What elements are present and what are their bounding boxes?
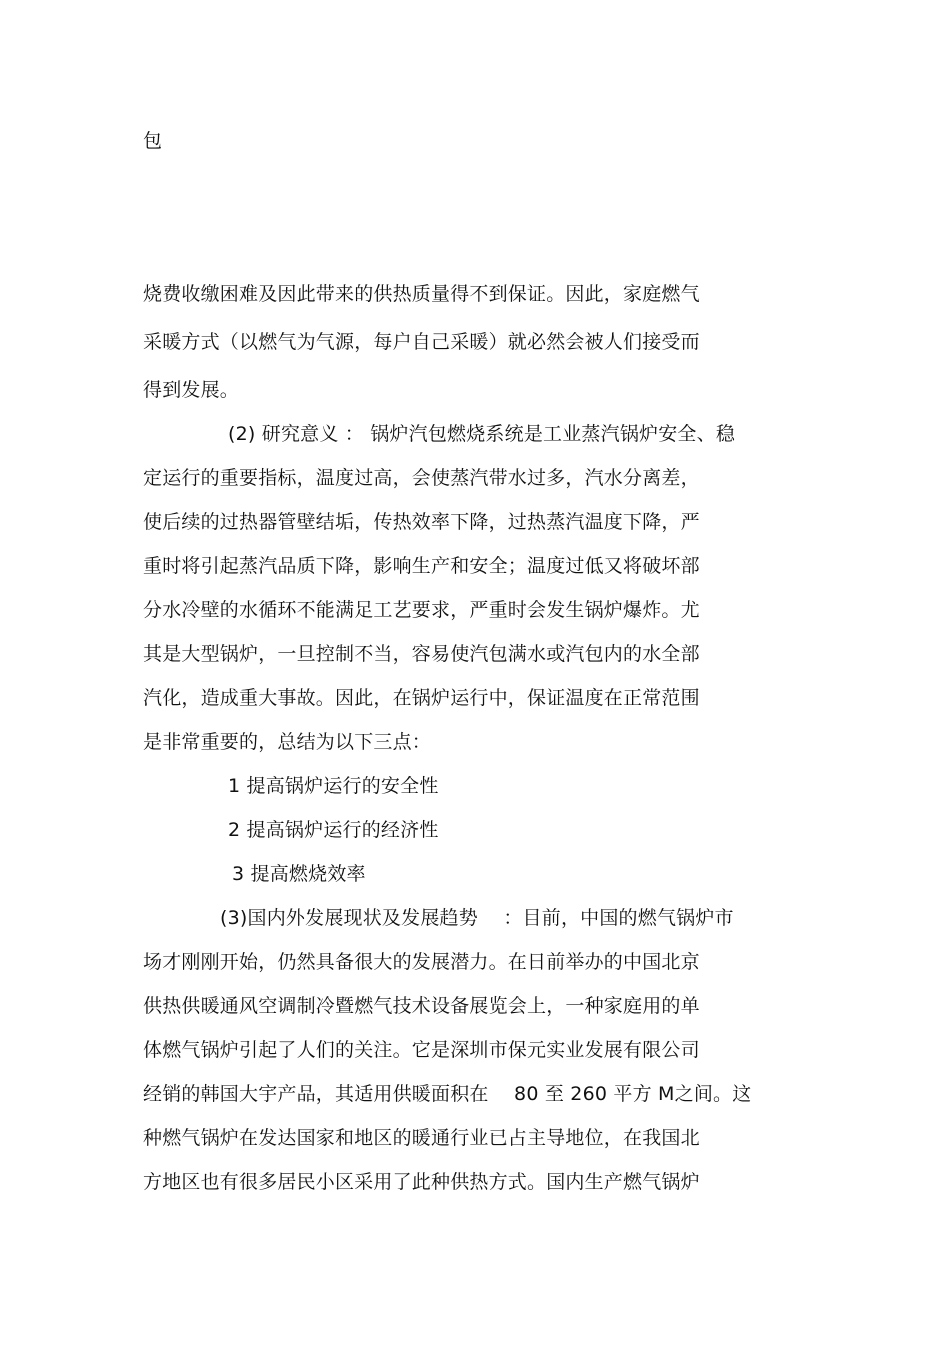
paragraph-line: (2) 研究意义 ： 锅炉汽包燃烧系统是工业蒸汽锅炉安全、稳 xyxy=(228,423,736,445)
paragraph-line: 使后续的过热器管壁结垢，传热效率下降，过热蒸汽温度下降，严 xyxy=(143,511,700,533)
paragraph-line: 体燃气锅炉引起了人们的关注。它是深圳市保元实业发展有限公司 xyxy=(143,1039,700,1061)
paragraph-line: 其是大型锅炉，一旦控制不当，容易使汽包满水或汽包内的水全部 xyxy=(143,643,700,665)
list-item: 3 提高燃烧效率 xyxy=(232,863,366,885)
paragraph-line: 供热供暖通风空调制冷暨燃气技术设备展览会上，一种家庭用的单 xyxy=(143,995,700,1017)
paragraph-line: (3)国内外发展现状及发展趋势 ：目前，中国的燃气锅炉市 xyxy=(220,907,734,929)
paragraph-line: 种燃气锅炉在发达国家和地区的暖通行业已占主导地位，在我国北 xyxy=(143,1127,700,1149)
paragraph-line: 采暖方式（以燃气为气源，每户自己采暖）就必然会被人们接受而 xyxy=(143,331,700,353)
paragraph-line: 经销的韩国大宇产品，其适用供暖面积在 80 至 260 平方 M之间。这 xyxy=(143,1083,752,1105)
paragraph-line: 场才刚刚开始，仍然具备很大的发展潜力。在日前举办的中国北京 xyxy=(143,951,700,973)
list-item: 2 提高锅炉运行的经济性 xyxy=(228,819,439,841)
paragraph-line: 是非常重要的，总结为以下三点： xyxy=(143,731,432,753)
paragraph-line: 重时将引起蒸汽品质下降，影响生产和安全；温度过低又将破坏部 xyxy=(143,555,700,577)
top-fragment-text: 包 xyxy=(143,130,163,152)
list-item: 1 提高锅炉运行的安全性 xyxy=(228,775,439,797)
paragraph-line: 汽化，造成重大事故。因此，在锅炉运行中，保证温度在正常范围 xyxy=(143,687,700,709)
paragraph-line: 烧费收缴困难及因此带来的供热质量得不到保证。因此，家庭燃气 xyxy=(143,283,700,305)
paragraph-line: 定运行的重要指标，温度过高，会使蒸汽带水过多，汽水分离差， xyxy=(143,467,700,489)
paragraph-line: 得到发展。 xyxy=(143,379,240,401)
paragraph-line: 方地区也有很多居民小区采用了此种供热方式。国内生产燃气锅炉 xyxy=(143,1171,700,1193)
paragraph-line: 分水冷壁的水循环不能满足工艺要求，严重时会发生锅炉爆炸。尤 xyxy=(143,599,700,621)
